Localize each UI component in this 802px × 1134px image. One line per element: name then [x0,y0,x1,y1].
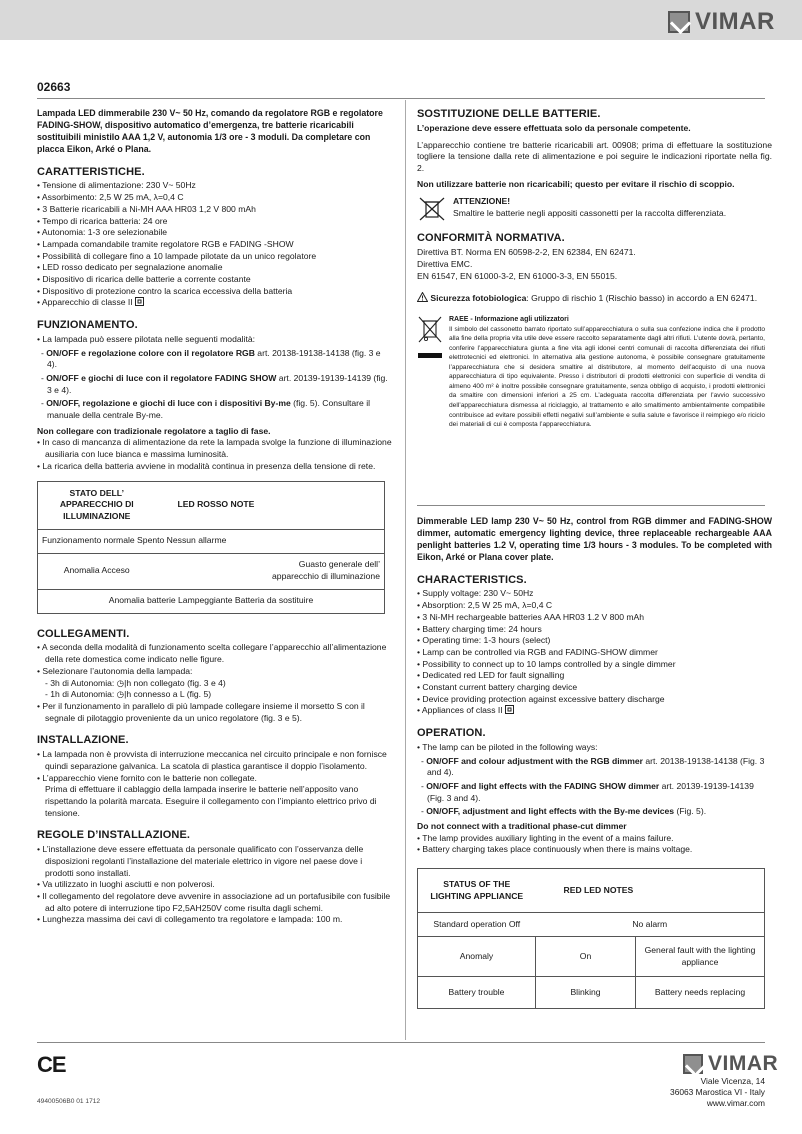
table-row: Anomalia batterie Lampeggiante Batteria da sostituire [38,589,385,613]
list-item: • Battery charging takes place continuously when there is mains voltage. [417,844,693,855]
header-divider [37,98,765,99]
list-item: • Possibilità di collegare fino a 10 lampade pilotate da un unico regolatore [37,250,317,261]
list-item: - ON/OFF and colour adjustment with the RGB dimmer art. 20138-19138-14138 (Fig. 3 and 4). [421,755,765,778]
list-item: • L’installazione deve essere effettuata da personale qualificato con l’osservanza delle disposizioni regolanti l’installazione del materiale elettrico in vigore nel paese dove i prodotti sono installati. [37,844,364,878]
vimar-logo-icon [668,11,690,33]
list-item: - ON/OFF e giochi di luce con il regolatore FADING SHOW art. 20139-19139-14139 (fig. 3 e 4). [41,373,388,395]
warning-text: Non collegare con tradizionale regolatore a taglio di fase. [37,425,271,436]
address-line: Viale Vicenza, 14 [700,1076,765,1086]
list-item: • Il collegamento del regolatore deve avvenire in associazione ad un portafusibile con fusibile ad alto potere di interruzione tipo F2,5AH250V come risulta dagli schemi. [37,891,391,913]
list-item: • In caso di mancanza di alimentazione da rete la lampada svolge la funzione di illuminazione ausiliaria con luce bianca e massima luminosità. [37,437,392,460]
list-item: - ON/OFF and light effects with the FADING SHOW dimmer art. 20139-19139-14139 (Fig. 3 and 4). [421,781,754,803]
list-item: - ON/OFF e regolazione colore con il regolatore RGB art. 20138-19138-14138 (fig. 3 e 4). [41,347,381,370]
list-item: • Dispositivo di protezione contro la scarica eccessiva della batteria [37,285,293,296]
table-cell: Anomaly [418,937,536,977]
weee-bin-icon [417,315,443,363]
list-item: • 3 Batterie ricaricabili a Ni-MH AAA HR03 1,2 V 800 mAh [37,203,256,214]
attention-text: Smaltire le batterie negli appositi cassonetti per la raccolta differenziata. [453,208,727,219]
brand-name: VIMAR [695,8,775,35]
list-item: • The lamp provides auxiliary lighting in the event of a mains failure. [417,832,674,843]
paragraph: Direttiva EMC. [417,259,473,270]
list-item: • Tempo di ricarica batteria: 24 ore [37,215,168,226]
list-item: • La lampada può essere pilotata nelle seguenti modalità: [37,333,255,344]
list-item: • La lampada non è provvista di interruzione meccanica nel circuito principale e non fornisce quindi separazione galvanica. La scatola di plastica garantisce il doppio l’isolamento. [37,749,387,771]
warning-text: Do not connect with a traditional phase-cut dimmer [417,821,627,832]
footer-divider [37,1042,765,1043]
section-title-regole: REGOLE D’INSTALLAZIONE. [37,829,191,842]
subtitle: L’operazione deve essere effettuata solo da personale competente. [417,122,691,133]
class-ii-icon [505,705,514,714]
section-title-installazione: INSTALLAZIONE. [37,734,129,747]
vimar-logo [668,8,775,36]
column-divider [405,100,406,1040]
status-table-en [417,868,765,1009]
table-cell: On [536,937,636,977]
intro-en: Dimmerable LED lamp 230 V~ 50 Hz, control from RGB dimmer and FADING-SHOW dimmer, automatic emergency lighting device, three replaceable rechargeable AAA penlight batteries 1.2 V, operating time 1/3 hours - 3 modules. To be completed with Eikon, Arké or Plana cover plate. [417,516,772,563]
table-cell: Blinking [536,977,636,1009]
list-item: • Appliances of class II [417,705,772,717]
list-item: - ON/OFF, regolazione e giochi di luce con i dispositivi By-me (fig. 5). Consultare il manuale della centrale By-me. [41,398,371,421]
list-item: • Va utilizzato in luoghi asciutti e non polverosi. [37,879,215,890]
list-item: • Possibility to connect up to 10 lamps controlled by a single dimmer [417,658,676,669]
class-ii-icon [135,297,144,306]
list-item: • Per il funzionamento in parallelo di più lampade collegare insieme il morsetto S con il segnale di pilotaggio proveniente da un unico regolatore (fig. 3 e 5). [37,700,365,723]
right-column-en [417,515,772,1009]
list-item: • Selezionare l’autonomia della lampada: [37,665,193,676]
list-item: • La ricarica della batteria avviene in modalità continua in presenza della tensione di rete. [37,460,376,471]
list-item: • Lampada comandabile tramite regolatore RGB e FADING -SHOW [37,238,294,249]
section-title-funzionamento: FUNZIONAMENTO. [37,319,138,332]
attention-title: ATTENZIONE! [453,196,511,207]
language-divider [417,505,765,506]
attention-block [417,196,772,222]
list-item: • Supply voltage: 230 V~ 50Hz [417,588,534,599]
document-code: 49400506B0 01 1712 [37,1098,101,1105]
intro-it: Lampada LED dimmerabile 230 V~ 50 Hz, comando da regolatore RGB e regolatore FADING-SHOW, dispositivo automatico d’emergenza, tre batterie ricaricabili sostituibili ministilo AAA 1,2 V, autonomia 1/3 ore - 3 moduli. Da completare con placca Eikon, Arké o Plana. [37,108,383,155]
paragraph: Direttiva BT. Norma EN 60598-2-2, EN 62384, EN 62471. [417,247,636,258]
list-item: • The lamp can be piloted in the following ways: [417,741,598,752]
list-item: • Lunghezza massima dei cavi di collegamento tra regolatore e lampada: 100 m. [37,914,343,925]
table-cell: Battery needs replacing [636,977,765,1009]
list-item: - ON/OFF, adjustment and light effects with the By-me devices (Fig. 5). [421,806,707,817]
list-item: • Tensione di alimentazione: 230 V~ 50Hz [37,180,196,191]
list-item: • Constant current battery charging device [417,681,578,692]
left-column [37,107,392,926]
table-cell: Anomalia Acceso [38,553,156,589]
ce-mark: CE [37,1052,66,1077]
list-item: • 3 Ni-MH rechargeable batteries AAA HR03 1.2 V 800 mAh [417,611,645,622]
paragraph: EN 61547, EN 61000-3-2, EN 61000-3-3, EN 55015. [417,270,618,281]
list-item: Prima di effettuare il cablaggio della lampada inserire le batterie nell’apposito vano rispettando la polarità marcata. Eseguire il collegamento con l’impianto elettrico privo di tensione. [45,784,377,818]
company-address [600,1076,765,1109]
list-item: • Dedicated red LED for fault signalling [417,670,565,681]
warning-triangle-icon [417,292,428,302]
list-item: • Dispositivo di ricarica delle batterie a corrente costante [37,273,251,284]
table-header: STATO DELL’ APPARECCHIO DI ILLUMINAZIONE [38,481,156,529]
crossed-bin-icon [417,196,447,222]
list-item: • LED rosso dedicato per segnalazione anomalie [37,262,223,273]
list-item: - 3h di Autonomia: ◷|h non collegato (fig. 3 e 4) [45,677,226,688]
list-item: - 1h di Autonomia: ◷|h connesso a L (fig. 5) [45,689,212,700]
table-header: LED ROSSO NOTE [156,481,385,529]
brand-name: VIMAR [708,1052,779,1075]
list-item: • Lamp can be controlled via RGB and FADING-SHOW dimmer [417,646,658,657]
raee-text: Il simbolo del cassonetto barrato riportato sull’apparecchiatura o sulla sua confezione indica che il prodotto alla fine della propria vita utile deve essere raccolto separatamente dagli altri rifiuti. L’utente dovrà, pertanto, conferire l’apparecchiatura giunta a fine vita agli idonei centri comunali di raccolta differenziata dei rifiuti elettrotecnici ed elettronici. In alternativa alla gestione autonoma, è possibile consegnare gratuitamente l’apparecchiatura che si desidera smaltire al distributore, al momento dell’acquisto di una nuova apparecchiatura di tipo equivalente. Presso i distributori di prodotti elettronici con superficie di vendita di almeno 400 m² è inoltre possibile consegnare gratuitamente, senza obbligo di acquisto, i prodotti elettronici da smaltire con dimensioni inferiori a 25 cm. L’adeguata raccolta differenziata per l’avvio successivo dell’apparecchiatura dismessa al riciclaggio, al trattamento e allo smaltimento ambientalmente compatibile contribuisce ad evitare possibili effetti negativi sull’ambiente e sulla salute e favorisce il reimpiego e/o riciclo dei materiali di cui è composta l’apparecchiatura. [449,325,765,429]
raee-title: RAEE - Informazione agli utilizzatori [449,316,569,324]
section-title-caratteristiche: CARATTERISTICHE. [37,165,145,178]
section-title-operation: OPERATION. [417,727,486,740]
table-header: STATUS OF THE LIGHTING APPLIANCE [418,869,536,913]
website-link[interactable]: www.vimar.com [706,1097,765,1108]
list-item: • Autonomia: 1-3 ore selezionabile [37,227,168,238]
list-item: • Device providing protection against excessive battery discharge [417,693,665,704]
address-line: 36063 Marostica VI - Italy [670,1086,765,1097]
list-item: • Battery charging time: 24 hours [417,623,542,634]
list-item: • Operating time: 1-3 hours (select) [417,635,551,646]
section-title-collegamenti: COLLEGAMENTI. [37,627,130,640]
table-cell: Standard operation Off [418,913,536,937]
table-cell: Guasto generale dell’ apparecchio di illuminazione [156,553,385,589]
vimar-logo-footer [683,1052,778,1076]
vimar-logo-icon [683,1054,703,1074]
photobiological-safety: Sicurezza fotobiologica: Gruppo di rischio 1 (Rischio basso) in accordo a EN 62471. [417,292,772,305]
raee-block [417,315,772,430]
right-column [417,103,772,434]
table-cell: Battery trouble [418,977,536,1009]
list-item: • A seconda della modalità di funzionamento scelta collegare l’apparecchio all’alimentazione della rete domestica come indicato nelle figure. [37,642,387,665]
product-code: 02663 [37,80,71,94]
table-cell: General fault with the lighting appliance [636,937,765,977]
warning-text: Non utilizzare batterie non ricaricabili; questo per evitare il rischio di scoppio. [417,178,735,189]
table-header: RED LED NOTES [536,869,765,913]
status-table-it [37,481,385,614]
section-title-conformita: CONFORMITÀ NORMATIVA. [417,232,565,245]
table-row: Funzionamento normale Spento Nessun allarme [38,529,385,553]
list-item: • Absorption: 2,5 W 25 mA, λ=0,4 C [417,600,553,611]
table-cell: No alarm [536,913,765,937]
section-title-sostituzione: SOSTITUZIONE DELLE BATTERIE. [417,108,601,120]
list-item: • Apparecchio di classe II [37,297,392,309]
section-title-characteristics: CHARACTERISTICS. [417,573,527,586]
list-item: • L’apparecchio viene fornito con le batterie non collegate. [37,772,257,783]
list-item: • Assorbimento: 2,5 W 25 mA, λ=0,4 C [37,192,184,203]
paragraph: L’apparecchio contiene tre batterie ricaricabili art. 00908; prima di effettuare la sostituzione togliere la tensione dalla rete di alimentazione e poi seguire le indicazioni riportate nella fig. 2. [417,139,772,174]
caratteristiche-list [37,180,392,309]
